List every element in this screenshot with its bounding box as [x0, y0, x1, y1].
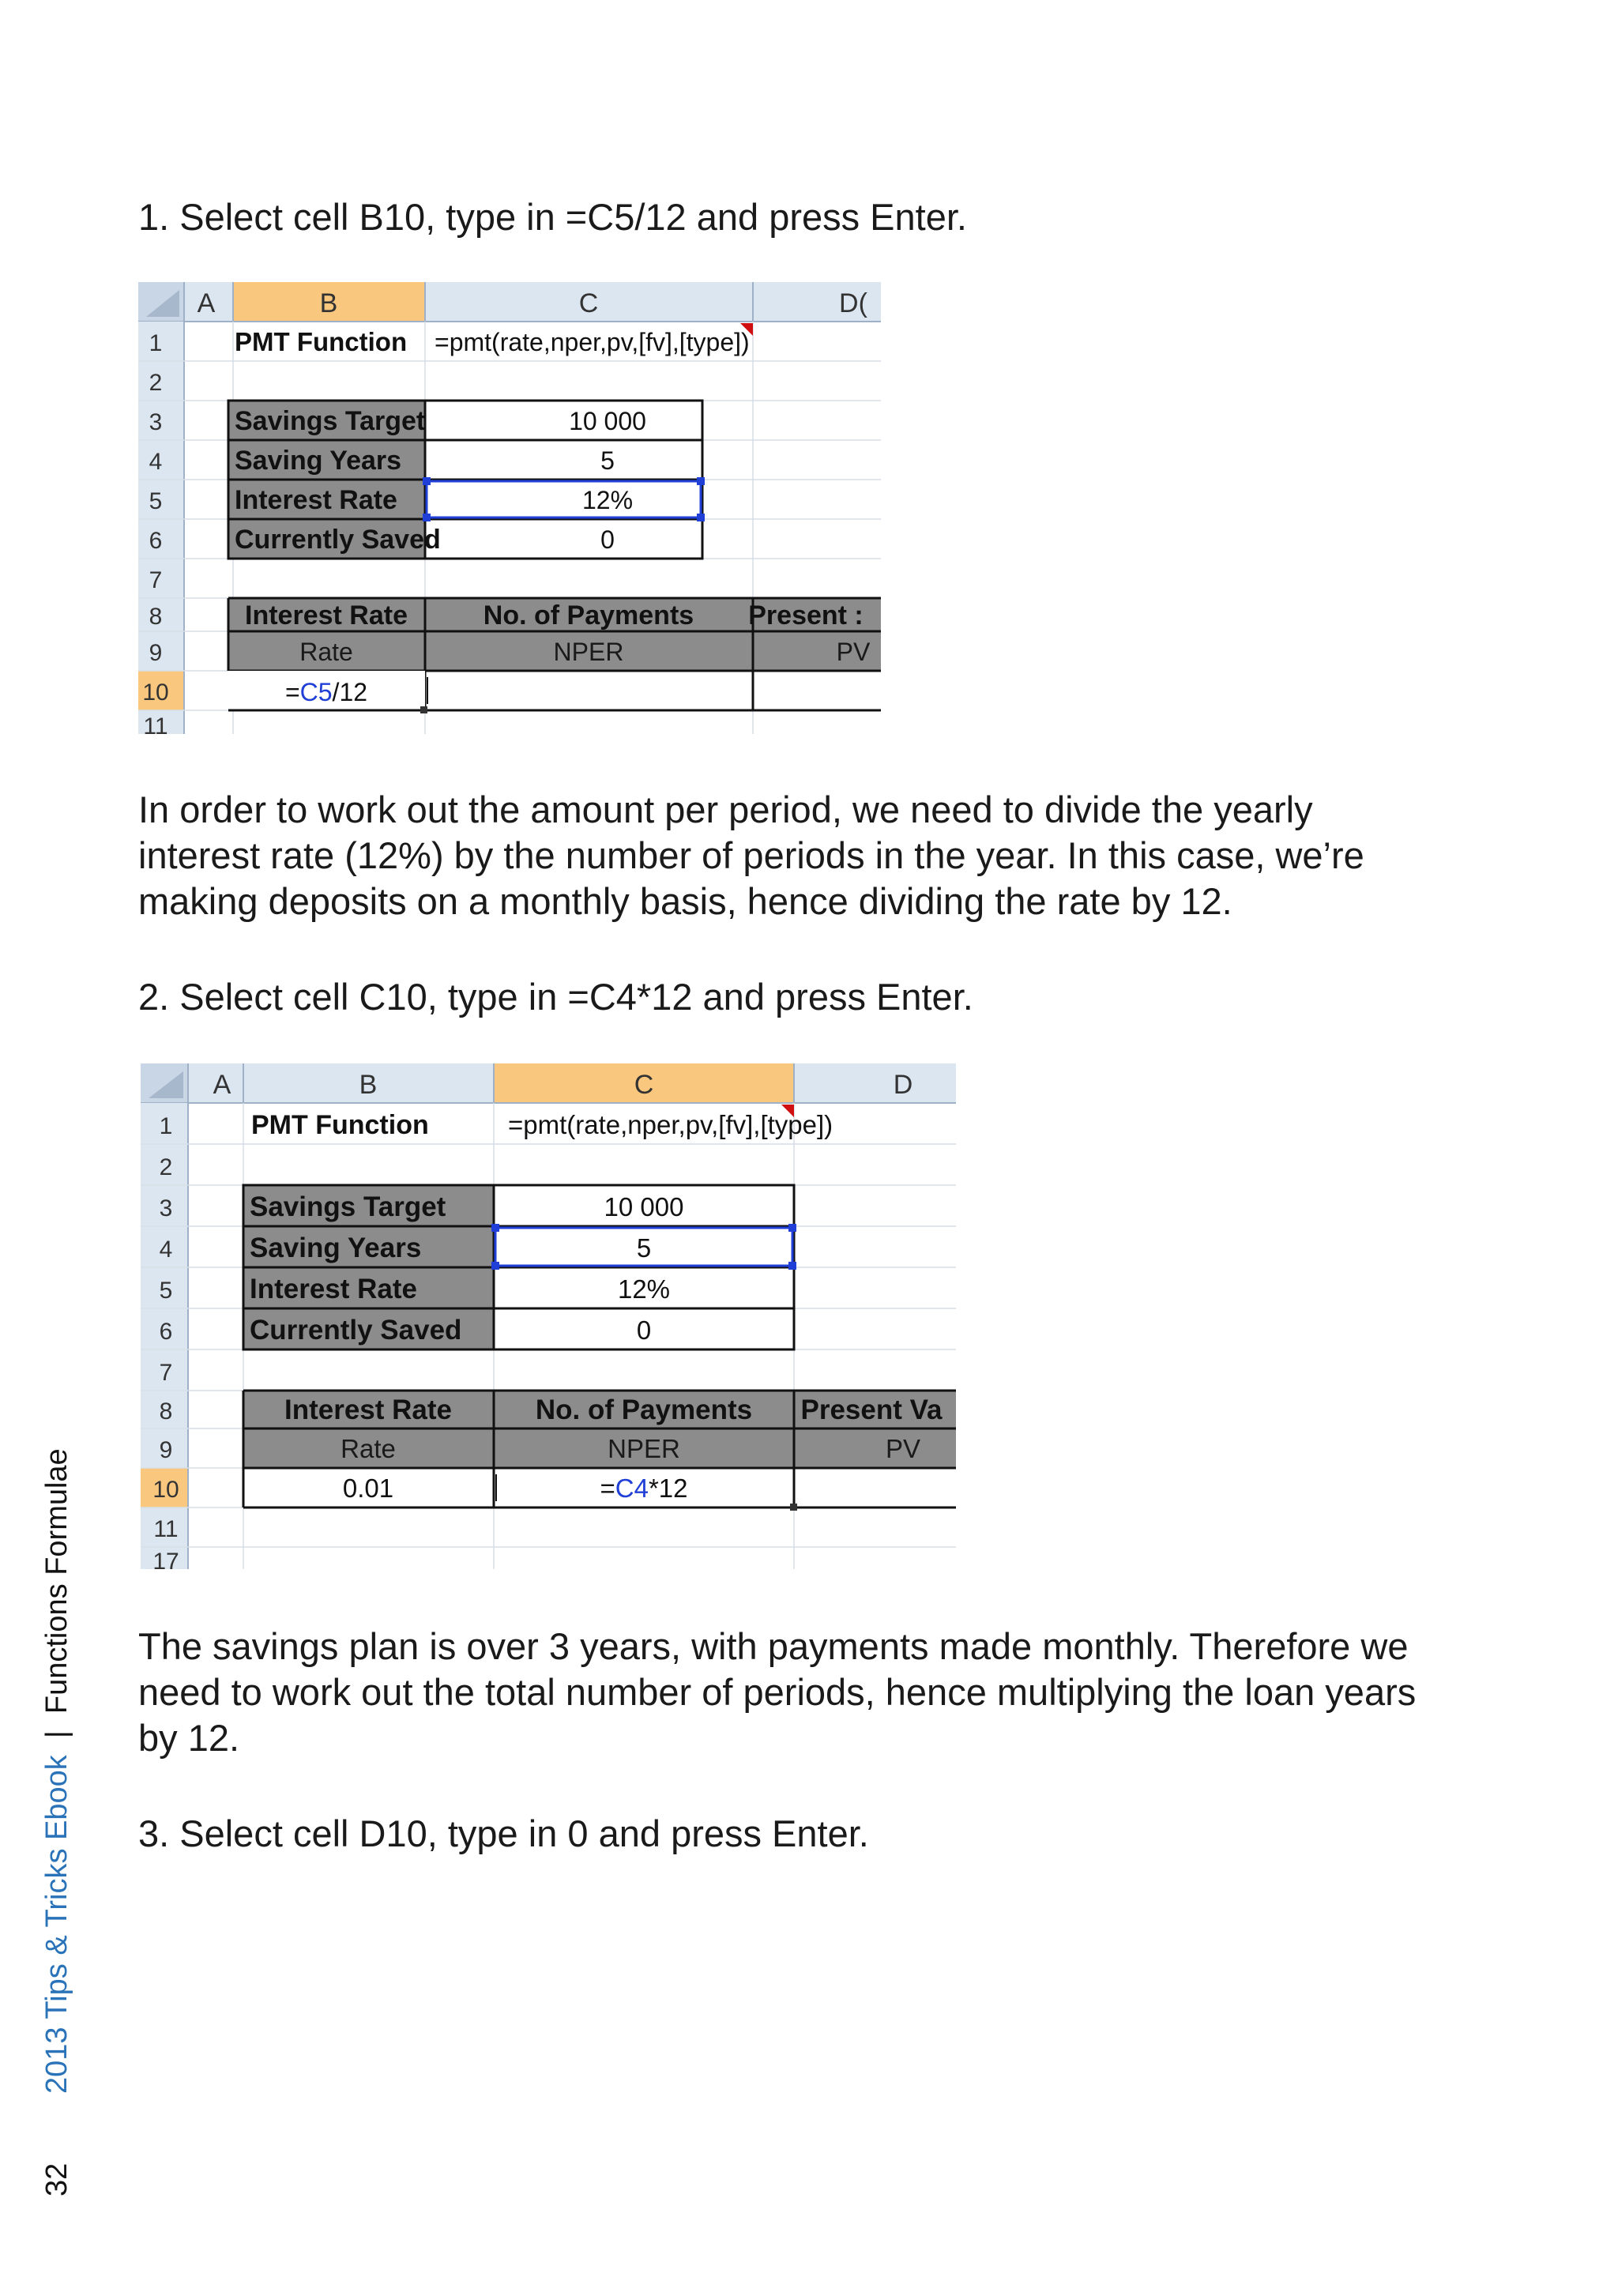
row-header[interactable]: 2 — [159, 1154, 173, 1180]
excel-grid-1 — [138, 282, 881, 734]
row-header[interactable]: 7 — [159, 1360, 173, 1386]
row-header[interactable]: 10 — [142, 679, 169, 706]
row-header[interactable]: 3 — [159, 1195, 173, 1221]
row-header[interactable]: 11 — [143, 713, 168, 734]
paragraph-2-line: by 12. — [138, 1717, 240, 1759]
value-currently-saved[interactable]: 0 — [636, 1315, 652, 1345]
footer-separator: | — [40, 1730, 73, 1739]
row-header[interactable]: 4 — [159, 1236, 173, 1263]
pmt-function-label[interactable]: PMT Function — [251, 1110, 429, 1140]
pmt-formula-text[interactable]: =pmt(rate,nper,pv,[fv],[type]) — [508, 1110, 833, 1139]
row-header[interactable]: 7 — [149, 567, 163, 593]
row-header[interactable]: 4 — [149, 449, 163, 475]
value-saving-years[interactable]: 5 — [636, 1233, 652, 1263]
sub-rate[interactable]: Rate — [341, 1434, 396, 1463]
row-header[interactable]: 10 — [152, 1477, 179, 1503]
value-saving-years[interactable]: 5 — [600, 446, 615, 475]
paragraph-2 — [138, 1624, 1497, 1761]
sub-rate[interactable]: Rate — [299, 638, 353, 666]
spreadsheet-screenshot-1 — [138, 282, 881, 734]
row-header[interactable]: 8 — [149, 604, 163, 630]
excel-grid-2 — [141, 1063, 956, 1569]
step-1-text: 1. Select cell B10, type in =C5/12 and press Enter. — [138, 196, 967, 238]
label-savings-target[interactable]: Savings Target — [250, 1191, 446, 1222]
header-present-value[interactable]: Present : — [748, 600, 864, 630]
step-2-text: 2. Select cell C10, type in =C4*12 and press Enter. — [138, 976, 973, 1018]
paragraph-2-line: The savings plan is over 3 years, with payments made monthly. Therefore we — [138, 1625, 1409, 1667]
col-header-b[interactable]: B — [319, 288, 338, 318]
header-interest-rate[interactable]: Interest Rate — [284, 1395, 453, 1425]
cell-c10-formula[interactable]: =C4*12 — [600, 1474, 688, 1503]
row-header[interactable]: 6 — [149, 528, 163, 554]
vertical-footer — [35, 1248, 79, 2196]
col-header-a[interactable]: A — [197, 288, 216, 318]
spreadsheet-screenshot-2 — [141, 1063, 956, 1569]
col-header-a[interactable]: A — [213, 1070, 231, 1100]
sub-pv[interactable]: PV — [836, 638, 871, 666]
fill-handle[interactable] — [420, 706, 427, 713]
col-header-b[interactable]: B — [359, 1070, 378, 1100]
label-interest-rate[interactable]: Interest Rate — [235, 485, 397, 515]
label-currently-saved[interactable]: Currently Saved — [235, 525, 441, 555]
cell-b10-formula[interactable]: =C5/12 — [284, 678, 368, 706]
section-title: Functions Formulae — [40, 1448, 73, 1714]
label-currently-saved[interactable]: Currently Saved — [250, 1315, 462, 1346]
col-header-c[interactable]: C — [578, 288, 599, 318]
value-interest-rate[interactable]: 12% — [617, 1274, 671, 1304]
col-header-c[interactable]: C — [634, 1070, 654, 1100]
paragraph-1 — [138, 787, 1497, 924]
row-header[interactable]: 5 — [159, 1278, 173, 1304]
value-currently-saved[interactable]: 0 — [600, 525, 615, 554]
row-header[interactable]: 5 — [149, 488, 163, 514]
sub-nper[interactable]: NPER — [553, 638, 624, 666]
sub-pv[interactable]: PV — [885, 1434, 921, 1463]
row-header[interactable]: 1 — [149, 330, 163, 356]
paragraph-1-line: making deposits on a monthly basis, hence dividing the rate by 12. — [138, 880, 1232, 922]
paragraph-1-line: interest rate (12%) by the number of periods in the year. In this case, we’re — [138, 834, 1364, 876]
value-interest-rate[interactable]: 12% — [581, 486, 634, 514]
row-header[interactable]: 1 — [159, 1113, 173, 1139]
col-header-d[interactable]: D — [893, 1070, 913, 1100]
cell-b10-value[interactable]: 0.01 — [342, 1474, 394, 1503]
col-header-d[interactable]: D( — [839, 288, 867, 318]
pmt-function-label[interactable]: PMT Function — [235, 327, 408, 356]
header-no-of-payments[interactable]: No. of Payments — [535, 1395, 753, 1425]
sub-nper[interactable]: NPER — [608, 1434, 680, 1463]
row-header[interactable]: 2 — [149, 370, 163, 396]
header-no-of-payments[interactable]: No. of Payments — [483, 600, 694, 630]
header-interest-rate[interactable]: Interest Rate — [245, 600, 408, 630]
row-header[interactable]: 9 — [149, 640, 163, 666]
label-saving-years[interactable]: Saving Years — [235, 446, 402, 476]
row-header[interactable]: 9 — [159, 1437, 173, 1463]
value-savings-target[interactable]: 10 000 — [569, 407, 646, 435]
label-saving-years[interactable]: Saving Years — [250, 1233, 422, 1263]
row-header[interactable]: 6 — [159, 1319, 173, 1345]
pmt-formula-text[interactable]: =pmt(rate,nper,pv,[fv],[type]) — [435, 328, 750, 356]
fill-handle[interactable] — [790, 1504, 797, 1511]
header-present-value[interactable]: Present Va — [800, 1395, 943, 1425]
step-3-text: 3. Select cell D10, type in 0 and press Enter. — [138, 1812, 869, 1854]
row-header[interactable]: 3 — [149, 409, 163, 435]
label-savings-target[interactable]: Savings Target — [235, 406, 426, 436]
row-header[interactable]: 8 — [159, 1398, 173, 1425]
row-header[interactable]: 11 — [153, 1516, 179, 1542]
row-header[interactable]: 17 — [152, 1549, 179, 1569]
page-number: 32 — [40, 2162, 73, 2196]
paragraph-2-line: need to work out the total number of periods, hence multiplying the loan years — [138, 1671, 1417, 1713]
label-interest-rate[interactable]: Interest Rate — [250, 1274, 418, 1304]
paragraph-1-line: In order to work out the amount per period, we need to divide the yearly — [138, 789, 1313, 830]
value-savings-target[interactable]: 10 000 — [604, 1192, 684, 1221]
book-title: 2013 Tips & Tricks Ebook — [40, 1755, 73, 2094]
